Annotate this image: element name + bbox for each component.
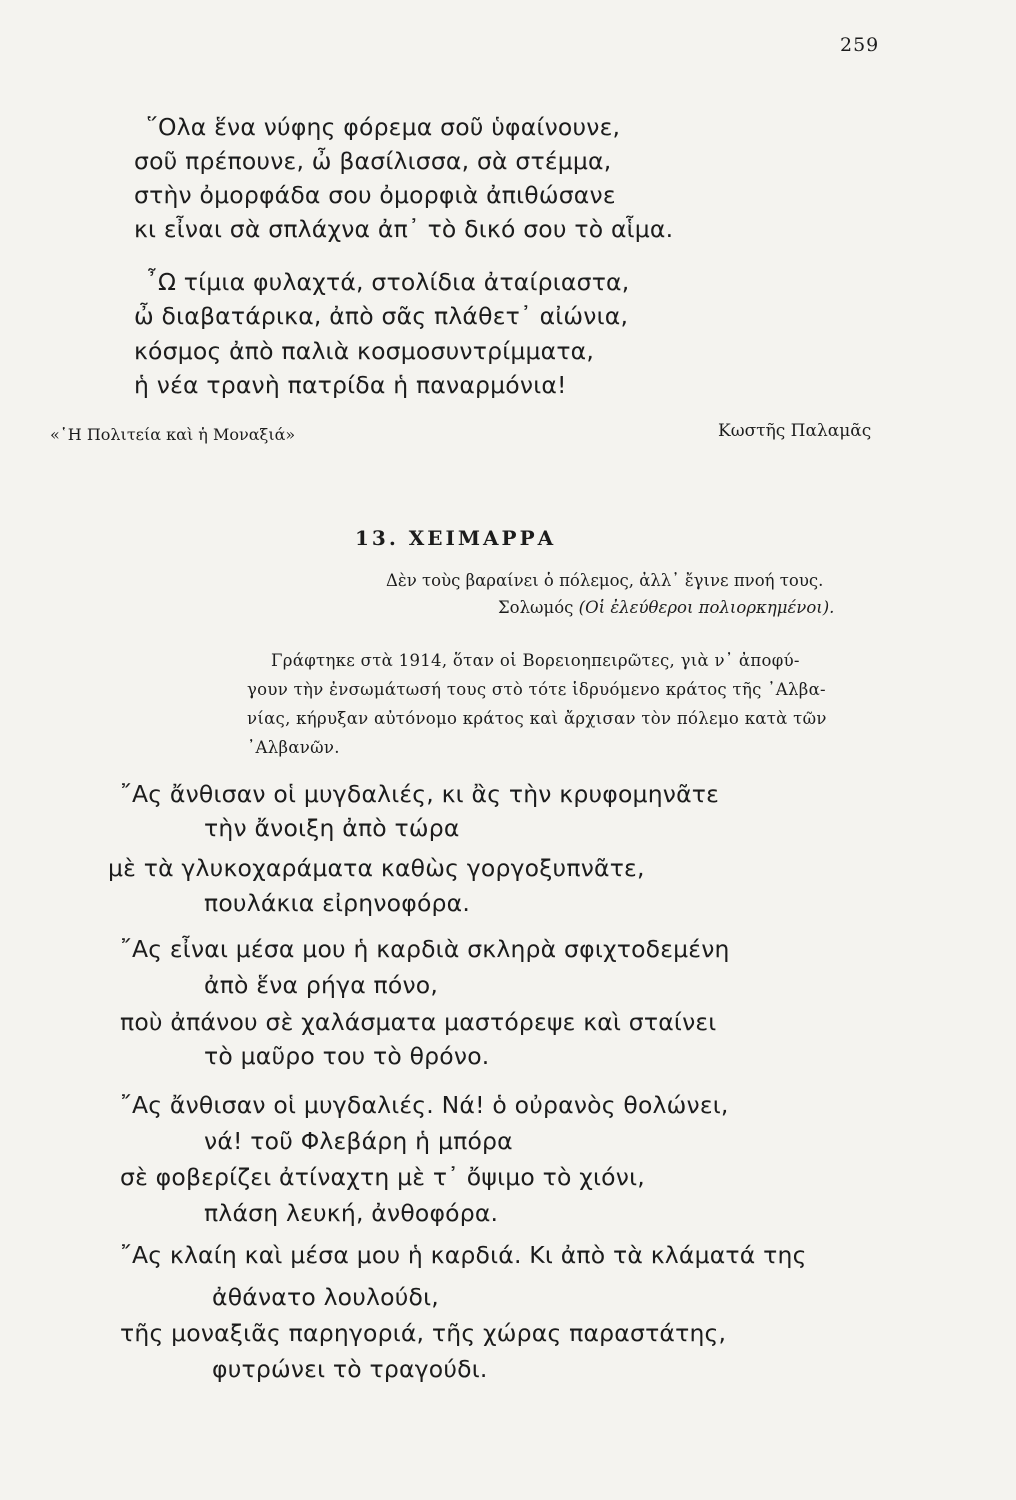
poem-line: ὦ διαβατάρικα, ἀπὸ σᾶς πλάθετ᾿ αἰώνια, <box>134 302 629 330</box>
poem-source: «῾Η Πολιτεία καὶ ἡ Μοναξιά» <box>50 425 296 444</box>
poem-line: ῎Ας εἶναι μέσα μου ἡ καρδιὰ σκληρὰ σφιχτοδεμένη <box>120 935 730 963</box>
poem-line: ἡ νέα τρανὴ πατρίδα ἡ παναρμόνια! <box>134 371 567 399</box>
poem-line: σοῦ πρέπουνε, ὦ βασίλισσα, σὰ στέμμα, <box>134 147 612 175</box>
poem-line: μὲ τὰ γλυκοχαράματα καθὼς γοργοξυπνᾶτε, <box>108 854 645 882</box>
poem-line: ῞Ολα ἕνα νύφης φόρεμα σοῦ ὑφαίνουνε, <box>146 113 621 141</box>
poem-line: τὴν ἄνοιξη ἀπὸ τώρα <box>204 814 460 842</box>
note-line: ᾿Αλβανῶν. <box>247 738 340 757</box>
poem-line: πουλάκια εἰρηνοφόρα. <box>204 889 471 917</box>
epigraph-attribution <box>498 598 834 617</box>
poem-line: φυτρώνει τὸ τραγούδι. <box>212 1355 488 1383</box>
section-title: 13. ΧΕΙΜΑΡΡΑ <box>355 526 557 550</box>
epigraph-quote: Δὲν τοὺς βαραίνει ὁ πόλεμος, ἀλλ᾿ ἔγινε πνοή τους. <box>386 571 824 590</box>
poem-line: ποὺ ἀπάνου σὲ χαλάσματα μαστόρεψε καὶ σταίνει <box>120 1008 717 1036</box>
poem-line: ῎Ας κλαίη καὶ μέσα μου ἡ καρδιά. Κι ἀπὸ τὰ κλάματά της <box>120 1241 807 1269</box>
epigraph-author: Σολωμός <box>498 598 574 617</box>
poem-line: ῏Ω τίμια φυλαχτά, στολίδια ἀταίριαστα, <box>146 268 630 296</box>
poem-line: στὴν ὀμορφάδα σου ὀμορφιὰ ἀπιθώσανε <box>134 181 616 209</box>
poem-line: ῎Ας ἄνθισαν οἱ μυγδαλιές, κι ἂς τὴν κρυφομηνᾶτε <box>120 780 720 808</box>
poem-line: ἀπὸ ἕνα ρήγα πόνο, <box>204 971 439 999</box>
poem-line: τὸ μαῦρο του τὸ θρόνο. <box>204 1042 490 1070</box>
poem-line: πλάση λευκή, ἀνθοφόρα. <box>204 1199 499 1227</box>
epigraph-work: (Οἱ ἐλεύθεροι πολιορκημένοι). <box>578 598 835 617</box>
poem-line: ῎Ας ἄνθισαν οἱ μυγδαλιές. Νά! ὁ οὐρανὸς θολώνει, <box>120 1091 729 1119</box>
poem-line: σὲ φοβερίζει ἀτίναχτη μὲ τ᾿ ὄψιμο τὸ χιόνι, <box>120 1163 645 1191</box>
poem-line: κόσμος ἀπὸ παλιὰ κοσμοσυντρίμματα, <box>134 337 595 365</box>
poem-line: ἀθάνατο λουλούδι, <box>212 1283 439 1311</box>
note-line: νίας, κήρυξαν αὐτόνομο κράτος καὶ ἄρχισαν τὸν πόλεμο κατὰ τῶν <box>247 709 827 728</box>
page-number: 259 <box>840 34 880 56</box>
note-line: Γράφτηκε στὰ 1914, ὅταν οἱ Βορειοηπειρῶτες, γιὰ ν᾿ ἀποφύ- <box>271 651 800 670</box>
poem-line: νά! τοῦ Φλεβάρη ἡ μπόρα <box>204 1127 513 1155</box>
poem-line: κι εἶναι σὰ σπλάχνα ἀπ᾿ τὸ δικό σου τὸ αἷμα. <box>134 215 674 243</box>
poem-author: Κωστῆς Παλαμᾶς <box>718 421 872 441</box>
note-line: γουν τὴν ἐνσωμάτωσή τους στὸ τότε ἱδρυόμενο κράτος τῆς ᾿Αλβα- <box>247 680 826 699</box>
poem-line: τῆς μοναξιᾶς παρηγοριά, τῆς χώρας παραστάτης, <box>120 1319 727 1347</box>
